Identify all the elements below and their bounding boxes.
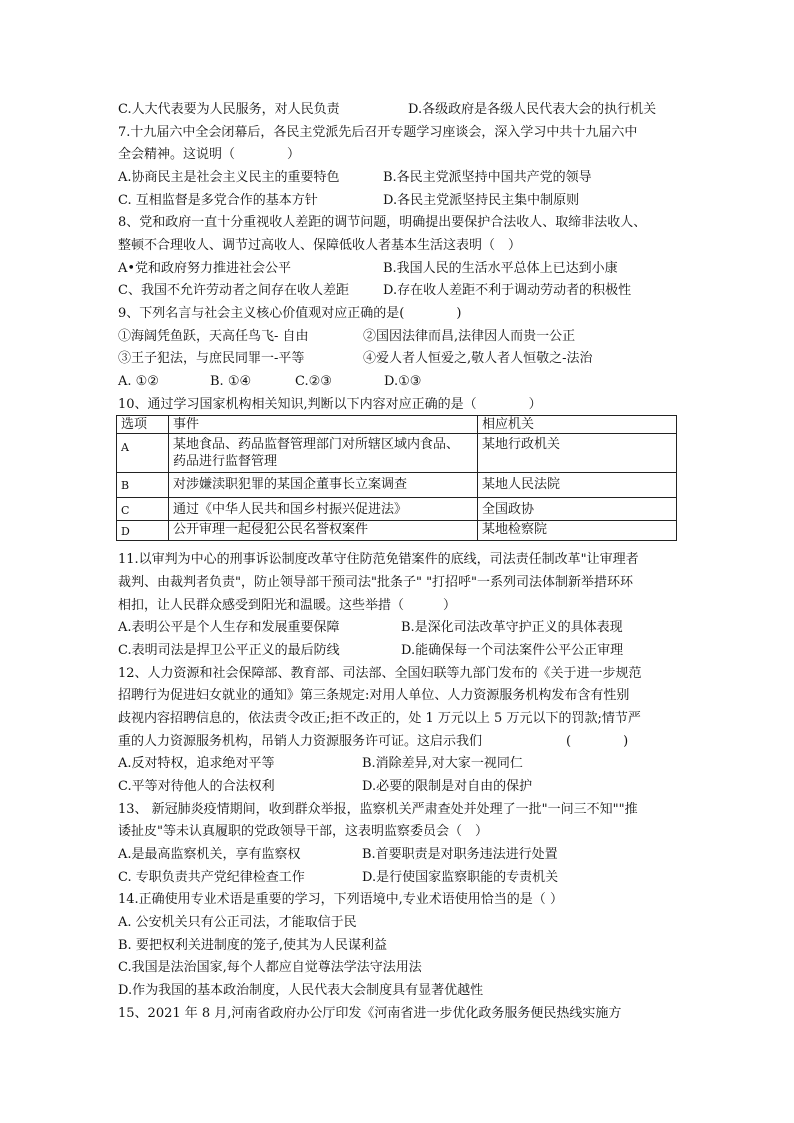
q7-stem-line1: 7.十九届六中全会闭幕后，各民主党派先后召开专题学习座谈会，深入学习中共十九届六中 (118, 125, 638, 140)
row-organ: 某地人民法院 (478, 473, 677, 498)
q10-stem: 10、通过学习国家机构相关知识,判断以下内容对应正确的是（ ） (118, 397, 542, 412)
header-organ: 相应机关 (478, 416, 677, 434)
q11-option-c: C.表明司法是捍卫公平正义的最后防线 (118, 643, 340, 658)
q11-stem-line3: 相扣，让人民群众感受到阳光和温暖。这些举措（ ） (118, 598, 457, 613)
row-event-line2: 药品进行监督管理 (173, 454, 278, 469)
row-event: 通过《中华人民共和国乡村振兴促进法》 (169, 498, 478, 521)
q14-option-c: C.我国是法治国家,每个人都应自觉尊法学法守法用法 (118, 960, 422, 975)
q8-option-b: B.我国人民的生活水平总体上已达到小康 (383, 261, 618, 276)
q11-option-d: D.能确保每一个司法案件公平公正审理 (401, 643, 624, 658)
q14-option-b: B. 要把权利关进制度的笼子,使其为人民谋利益 (118, 938, 387, 953)
q9-item-3: ③王子犯法，与庶民同罪一-平等 (118, 351, 305, 366)
q9-option-c: C.②③ (295, 374, 332, 389)
q12-option-d: D.必要的限制是对自由的保护 (362, 779, 533, 794)
row-organ: 某地行政机关 (478, 434, 677, 473)
row-organ: 全国政协 (478, 498, 677, 521)
q6-option-d: D.各级政府是各级人民代表大会的执行机关 (408, 102, 657, 117)
q9-item-4: ④爱人者人恒爱之,敬人者人恒敬之-法治 (363, 351, 593, 366)
q6-option-c: C.人大代表要为人民服务，对人民负责 (118, 102, 340, 117)
header-event: 事件 (169, 416, 478, 434)
q11-stem-line2: 裁判、由裁判者负责"，防止领导部干预司法"批条子" "打招呼"一系列司法体制新举措环环 (118, 575, 634, 590)
q13-stem-line2: 诿扯皮"等未认真履职的党政领导干部，这表明监察委员会（ ） (118, 824, 488, 839)
table-row (117, 473, 677, 498)
table-header-row (117, 416, 677, 434)
q13-option-a: A.是最高监察机关，享有监察权 (118, 847, 301, 862)
row-event: 对涉嫌渎职犯罪的某国企董事长立案调查 (169, 473, 478, 498)
table-row (117, 498, 677, 521)
q14-stem: 14.正确使用专业术语是重要的学习，下列语境中,专业术语使用恰当的是（ ） (118, 892, 563, 907)
header-option: 选项 (117, 416, 169, 434)
q12-answer-blank: ( ) (566, 734, 629, 749)
row-option: D (117, 521, 169, 541)
q9-option-b: B. ①④ (210, 374, 252, 389)
q7-option-b: B.各民主党派坚持中国共产党的领导 (383, 170, 592, 185)
q8-option-c: C、我国不允许劳动者之间存在收人差距 (118, 283, 349, 298)
q14-option-a: A. 公安机关只有公正司法，才能取信于民 (118, 915, 357, 930)
q7-option-a: A.协商民主是社会主义民主的重要特色 (118, 170, 340, 185)
q9-option-d: D.①③ (384, 374, 422, 389)
q7-option-d: D.各民主党派坚持民主集中制原则 (383, 193, 580, 208)
q12-stem-line4: 重的人力资源服务机构，吊销人力资源服务许可证。这启示我们 (118, 734, 483, 749)
q11-option-b: B.是深化司法改革守护正义的具体表现 (401, 620, 623, 635)
row-event: 公开审理一起侵犯公民名誉权案件 (169, 521, 478, 541)
table-row (117, 434, 677, 473)
row-event-line1: 某地食品、药品监督管理部门对所辖区域内食品、 (173, 437, 460, 452)
q12-stem-line1: 12、人力资源和社会保障部、教育部、司法部、全国妇联等九部门发布的《关于进一步规范 (118, 666, 642, 681)
row-organ: 某地检察院 (478, 521, 677, 541)
table-row (117, 521, 677, 541)
q9-item-2: ②国因法律而昌,法律因人而贵一公正 (363, 329, 576, 344)
q11-option-a: A.表明公平是个人生存和发展重要保障 (118, 620, 340, 635)
q13-option-c: C. 专职负责共产党纪律检查工作 (118, 870, 305, 885)
q15-stem-line1: 15、2021 年 8 月,河南省政府办公厅印发《河南省进一步优化政务服务便民热线实施方 (118, 1006, 622, 1021)
row-option: A (117, 434, 169, 473)
q7-option-c: C. 互相监督是多党合作的基本方针 (118, 193, 318, 208)
row-option: B (117, 473, 169, 498)
q12-option-c: C.平等对待他人的合法权利 (118, 779, 275, 794)
q12-option-a: A.反对特权，追求绝对平等 (118, 756, 275, 771)
row-option: C (117, 498, 169, 521)
q9-item-1: ①海阔凭鱼跃，天高任鸟飞- 自由 (118, 329, 309, 344)
q13-option-b: B.首要职责是对职务违法进行处置 (362, 847, 558, 862)
q7-stem-line2: 全会精神。这说明（ ） (118, 147, 301, 162)
q8-option-d: D.存在收人差距不利于调动劳动者的积极性 (383, 283, 632, 298)
q8-stem-line2: 整顿不合理收人、调节过高收人、保障低收人者基本生活这表明（ ） (118, 238, 522, 253)
q10-table (116, 415, 677, 541)
q14-option-d: D.作为我国的基本政治制度，人民代表大会制度具有显著优越性 (118, 983, 484, 998)
q11-stem-line1: 11.以审判为中心的刑事诉讼制度改革守住防范免错案件的底线，司法责任制改革"让审理者 (118, 552, 639, 567)
q12-stem-line3: 歧视内容招聘信息的，依法责令改正;拒不改正的，处 1 万元以上 5 万元以下的罚款;情节严 (118, 711, 641, 726)
q12-stem-line2: 招聘行为促进妇女就业的通知》第三条规定:对用人单位、人力资源服务机构发布含有性别 (118, 688, 630, 703)
q13-stem-line1: 13、 新冠肺炎疫情期间，收到群众举报，监察机关严肃查处并处理了一批"一问三不知""推 (118, 802, 638, 817)
q8-stem-line1: 8、党和政府一直十分重视收人差距的调节问题，明确提出要保护合法收人、取缔非法收人、 (118, 215, 647, 230)
q12-option-b: B.消除差异,对大家一视同仁 (362, 756, 523, 771)
q8-option-a: A•党和政府努力推进社会公平 (118, 261, 292, 276)
q9-stem: 9、下列名言与社会主义核心价值观对应正确的是( ) (118, 306, 462, 321)
q13-option-d: D.是行使国家监察职能的专责机关 (362, 870, 559, 885)
q9-option-a: A. ①② (118, 374, 159, 389)
